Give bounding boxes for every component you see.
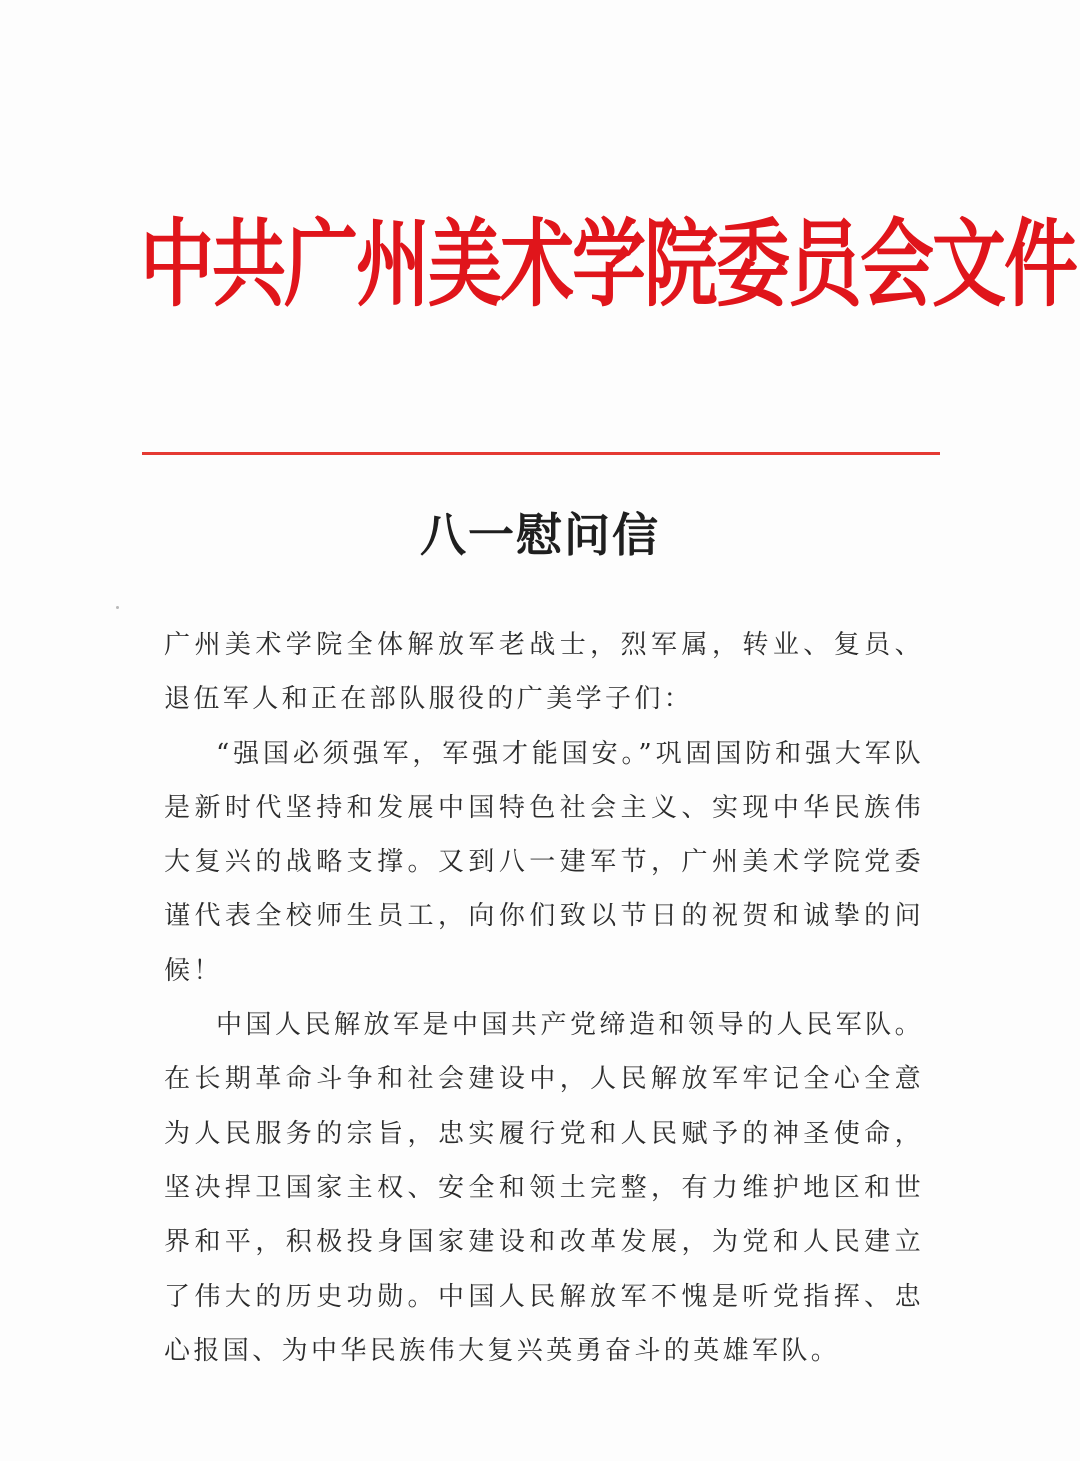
document-header-title: 中共广州美术学院委员会文件 [140,209,1076,321]
paragraph-2: 中国人民解放军是中国共产党缔造和领导的人民军队。在长期革命斗争和社会建设中，人民解放军牢记全心全意为人民服务的宗旨，忠实履行党和人民赋予的神圣使命，坚决捍卫国家主权、安全和领土完整，有力维护地区和世界和平，积极投身国家建设和改革发展，为党和人民建立了伟大的历史功勋。中国人民解放军不愧是听党指挥、忠心报国、为中华民族伟大复兴英勇奋斗的英雄军队。 [164,1010,924,1366]
letter-body [164,618,924,1378]
salutation: 广州美术学院全体解放军老战士，烈军属，转业、复员、退伍军人和正在部队服役的广美学子们： [164,630,924,715]
header-red-rule [142,452,940,455]
scan-speck [116,606,119,609]
letter-title: 八一慰问信 [420,508,660,562]
paragraph-1: “强国必须强军，军强才能国安。”巩固国防和强大军队是新时代坚持和发展中国特色社会主义、实现中华民族伟大复兴的战略支撑。又到八一建军节，广州美术学院党委谨代表全校师生员工，向你们致以节日的祝贺和诚挚的问候！ [164,738,924,986]
